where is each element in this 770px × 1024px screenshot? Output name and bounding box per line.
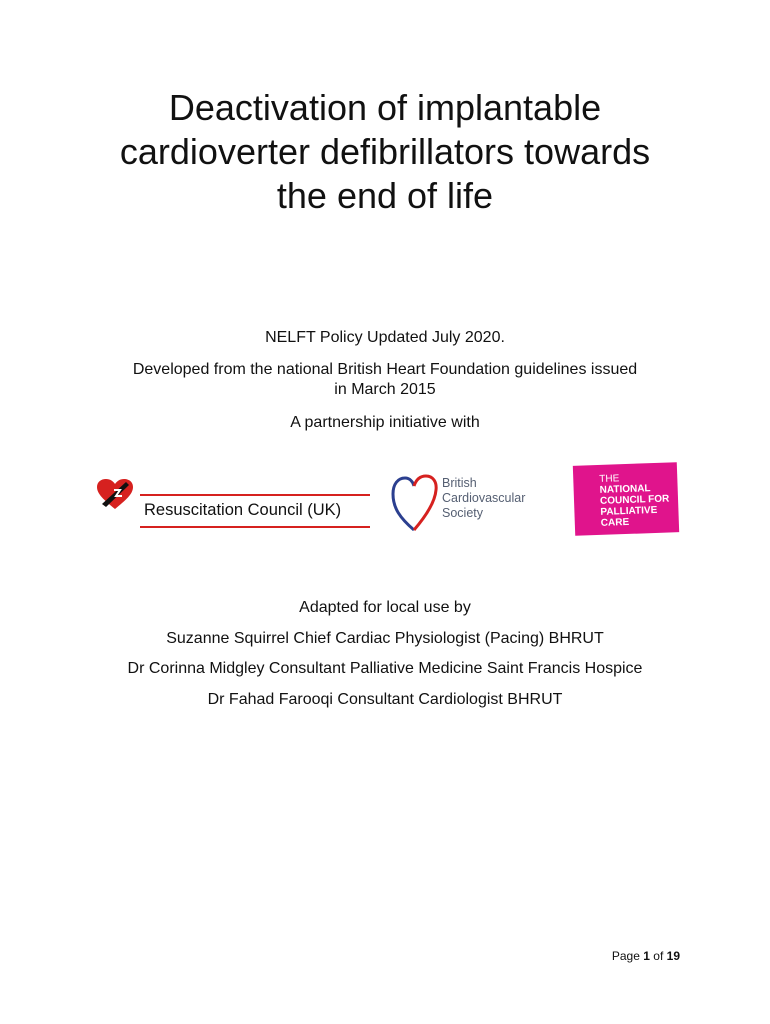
page-current: 1 [643,949,650,963]
bcs-line-1: British [442,476,477,490]
ncpc-line-4: PALLIATIVE [600,504,658,518]
partner-logos [0,460,770,540]
page-word: Page [611,949,640,963]
bcs-name [442,476,525,521]
developed-line-1: Developed from the national British Heart Foundation guidelines issued [132,361,638,378]
rc-bottom-rule [140,526,370,528]
of-word: of [653,949,664,963]
ncpc-logo [573,462,679,536]
author-1: Suzanne Squirrel Chief Cardiac Physiologist (Pacing) BHRUT [166,630,604,647]
title-line-3: the end of life [276,175,494,216]
ncpc-line-1: THE [599,473,620,485]
rc-top-rule [140,494,370,496]
rc-name: Resuscitation Council (UK) [144,501,342,519]
british-cardiovascular-society-logo [390,470,550,534]
bcs-line-2: Cardiovascular [442,491,526,505]
ncpc-line-3: COUNCIL FOR [599,493,670,507]
page-number [560,948,680,964]
page-total: 19 [666,949,680,963]
document-title [60,86,710,218]
ncpc-line-2: NATIONAL [599,483,651,496]
title-line-1: Deactivation of implantable [168,87,602,128]
bcs-line-3: Society [442,506,483,520]
partnership-line: A partnership initiative with [290,414,480,431]
heart-icon [96,478,134,510]
bcs-heart-icon [390,470,440,534]
ncpc-name [599,472,670,529]
author-3: Dr Fahad Farooqi Consultant Cardiologist BHRUT [207,691,563,708]
resuscitation-council-logo [96,478,372,522]
title-line-2: cardioverter defibrillators towards [119,131,651,172]
policy-line: NELFT Policy Updated July 2020. [265,329,505,346]
author-2: Dr Corinna Midgley Consultant Palliative Medicine Saint Francis Hospice [127,660,643,677]
developed-line-2: in March 2015 [334,381,436,398]
adapted-heading: Adapted for local use by [299,599,471,616]
ncpc-line-5: CARE [600,516,630,529]
